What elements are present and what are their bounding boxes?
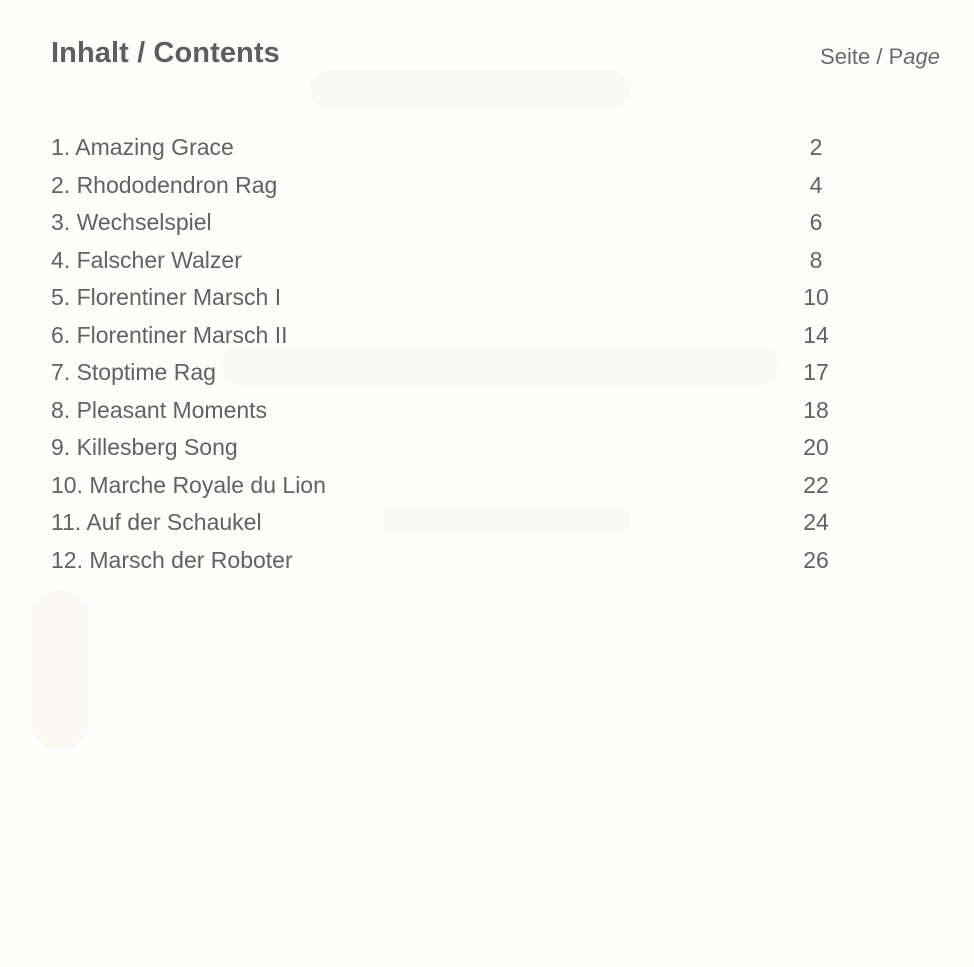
toc-entry (51, 242, 851, 280)
table-of-contents (51, 129, 851, 579)
toc-entry-page: 18 (803, 396, 829, 423)
toc-entry-title: 11. Auf der Schaukel (51, 509, 262, 535)
toc-entry (51, 392, 851, 430)
toc-entry-title: 4. Falscher Walzer (51, 246, 242, 273)
toc-entry-page: 26 (803, 546, 829, 573)
toc-entry (51, 354, 851, 392)
toc-entry-page: 6 (809, 209, 823, 235)
toc-entry-title: 1. Amazing Grace (51, 134, 234, 160)
page-label-german: Seite / P (820, 44, 904, 69)
toc-entry-title: 6. Florentiner Marsch II (51, 321, 288, 348)
page-label-english: age (903, 44, 940, 69)
toc-entry (51, 167, 851, 205)
toc-entry-page: 22 (803, 471, 829, 498)
toc-entry-page: 8 (809, 246, 823, 273)
toc-entry (51, 467, 851, 505)
toc-entry-title: 10. Marche Royale du Lion (51, 471, 326, 498)
toc-entry (51, 279, 851, 317)
toc-entry-title: 12. Marsch der Roboter (51, 546, 293, 573)
toc-entry (51, 317, 851, 355)
toc-entry-title: 7. Stoptime Rag (51, 359, 216, 385)
toc-entry (51, 204, 851, 242)
toc-entry-page: 10 (803, 284, 829, 310)
page-column-header (820, 44, 940, 70)
toc-entry (51, 429, 851, 467)
toc-entry-page: 4 (809, 171, 823, 198)
toc-entry (51, 129, 851, 167)
toc-entry (51, 504, 851, 542)
toc-entry (51, 542, 851, 580)
toc-entry-page: 14 (803, 321, 829, 348)
toc-entry-page: 17 (803, 359, 829, 385)
bleed-through-mark (30, 590, 90, 750)
page-title: Inhalt / Contents (51, 37, 280, 69)
toc-entry-title: 5. Florentiner Marsch I (51, 284, 282, 310)
toc-entry-page: 20 (803, 434, 829, 460)
toc-entry-title: 2. Rhododendron Rag (51, 171, 278, 198)
toc-entry-title: 8. Pleasant Moments (51, 396, 268, 423)
toc-entry-title: 9. Killesberg Song (51, 434, 238, 460)
bleed-through-mark (310, 70, 630, 110)
toc-entry-page: 2 (809, 134, 823, 160)
toc-entry-title: 3. Wechselspiel (51, 209, 212, 235)
toc-entry-page: 24 (803, 509, 829, 535)
